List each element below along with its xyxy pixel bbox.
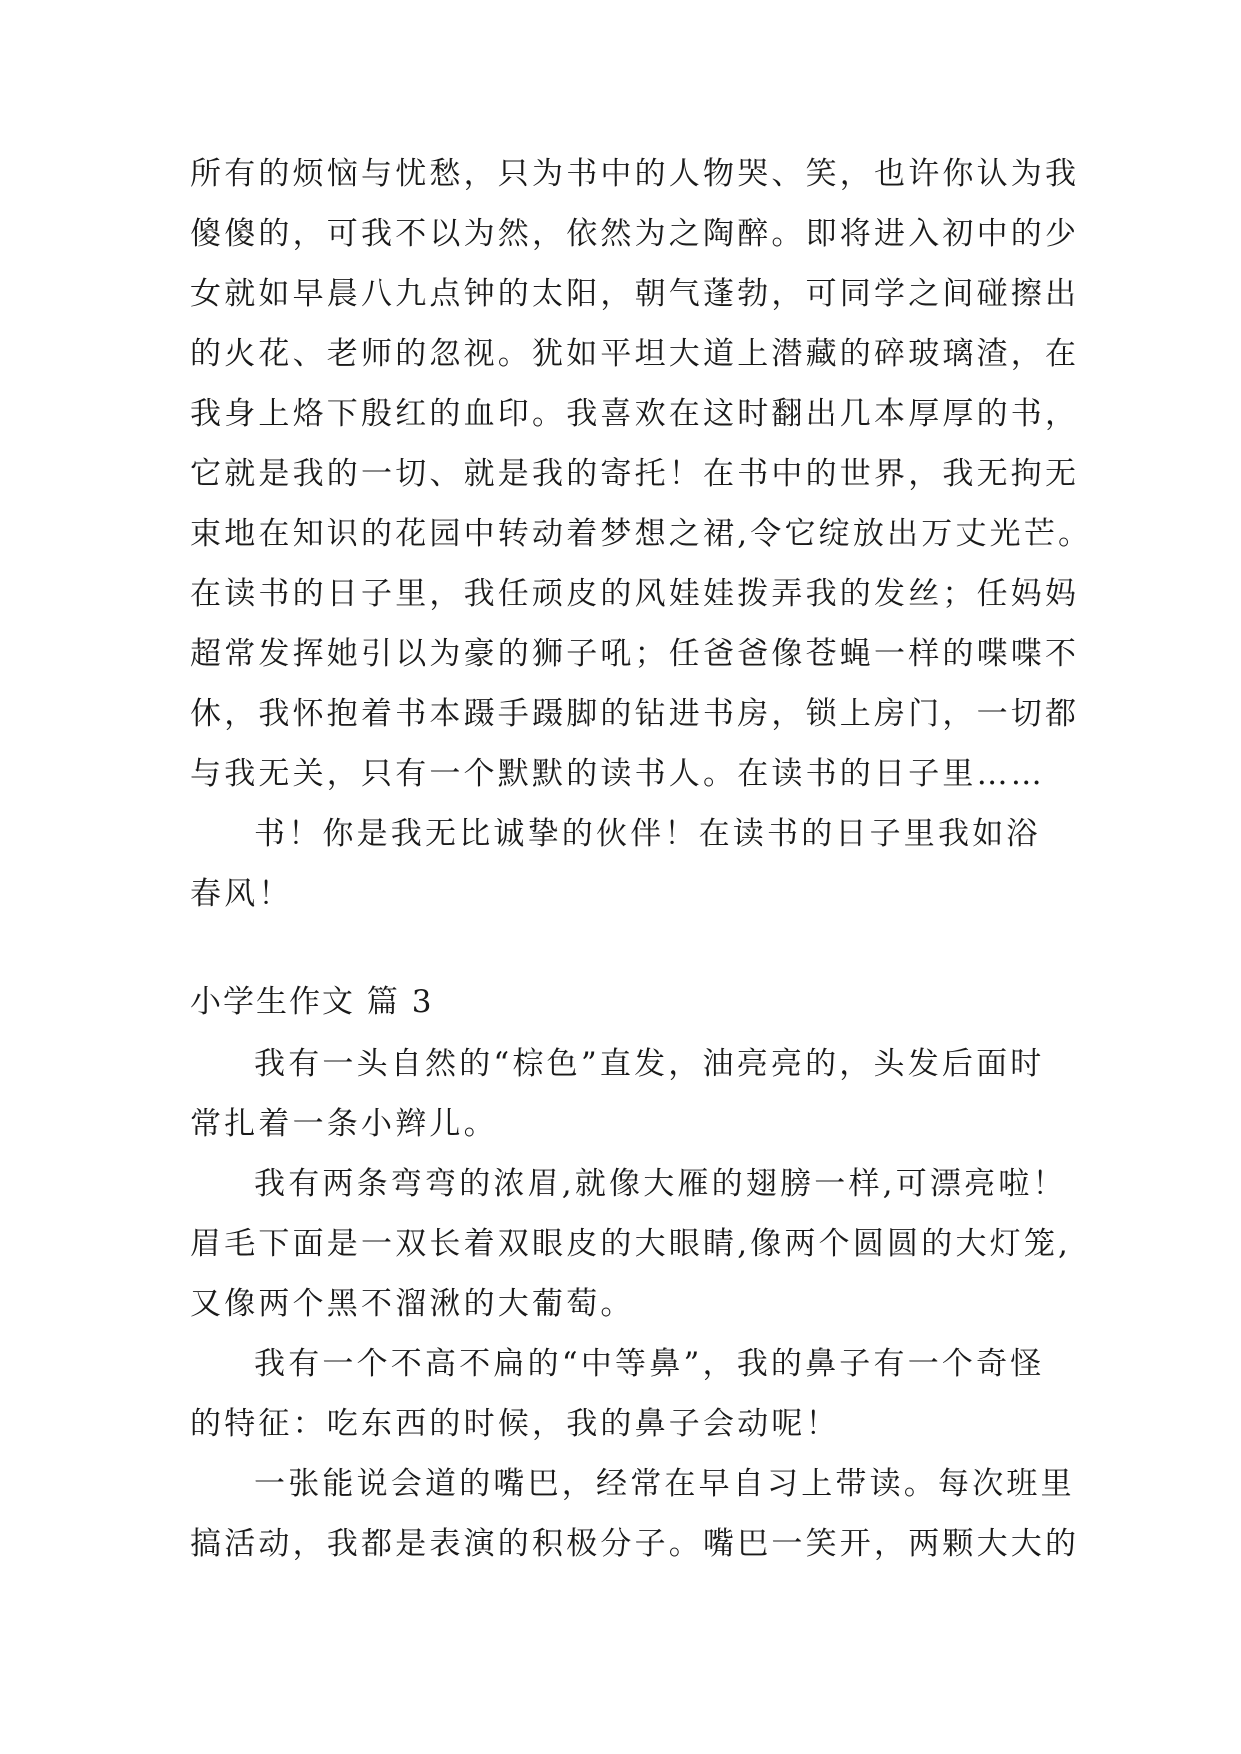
text-line: 我有一头自然的“棕色”直发，油亮亮的，头发后面时 bbox=[254, 1046, 1045, 1082]
text-line: 常扎着一条小辫儿。 bbox=[190, 1106, 498, 1142]
text-line: 又像两个黑不溜湫的大葡萄。 bbox=[190, 1286, 635, 1322]
text-line: 女就如早晨八九点钟的太阳，朝气蓬勃，可同学之间碰擦出 bbox=[190, 276, 1080, 312]
text-line: 书！你是我无比诚挚的伙伴！在读书的日子里我如浴 bbox=[254, 816, 1041, 852]
text-line: 我身上烙下殷红的血印。我喜欢在这时翻出几本厚厚的书， bbox=[190, 396, 1080, 432]
text-line: 的火花、老师的忽视。犹如平坦大道上潜藏的碎玻璃渣，在 bbox=[190, 336, 1080, 372]
text-line: 它就是我的一切、就是我的寄托！在书中的世界，我无拘无 bbox=[190, 456, 1080, 492]
section-title: 小学生作文 篇 3 bbox=[190, 984, 434, 1020]
text-line: 束地在知识的花园中转动着梦想之裙,令它绽放出万丈光芒。 bbox=[190, 516, 1093, 552]
text-line: 眉毛下面是一双长着双眼皮的大眼睛,像两个圆圆的大灯笼, bbox=[190, 1226, 1072, 1262]
text-line: 的特征：吃东西的时候，我的鼻子会动呢！ bbox=[190, 1406, 840, 1442]
text-line: 在读书的日子里，我任顽皮的风娃娃拨弄我的发丝；任妈妈 bbox=[190, 576, 1080, 612]
text-line: 春风！ bbox=[190, 876, 293, 912]
text-line: 我有两条弯弯的浓眉,就像大雁的翅膀一样,可漂亮啦！ bbox=[254, 1166, 1067, 1202]
text-line: 所有的烦恼与忧愁，只为书中的人物哭、笑，也许你认为我 bbox=[190, 156, 1080, 192]
text-line: 我有一个不高不扁的“中等鼻”，我的鼻子有一个奇怪 bbox=[254, 1346, 1045, 1382]
text-line: 搞活动，我都是表演的积极分子。嘴巴一笑开，两颗大大的 bbox=[190, 1526, 1080, 1562]
text-line: 一张能说会道的嘴巴，经常在早自习上带读。每次班里 bbox=[254, 1466, 1075, 1502]
text-line: 超常发挥她引以为豪的狮子吼；任爸爸像苍蝇一样的喋喋不 bbox=[190, 636, 1080, 672]
text-line: 休，我怀抱着书本蹑手蹑脚的钻进书房，锁上房门，一切都 bbox=[190, 696, 1080, 732]
text-line: 与我无关，只有一个默默的读书人。在读书的日子里…… bbox=[190, 756, 1045, 792]
text-line: 傻傻的，可我不以为然，依然为之陶醉。即将进入初中的少 bbox=[190, 216, 1080, 252]
